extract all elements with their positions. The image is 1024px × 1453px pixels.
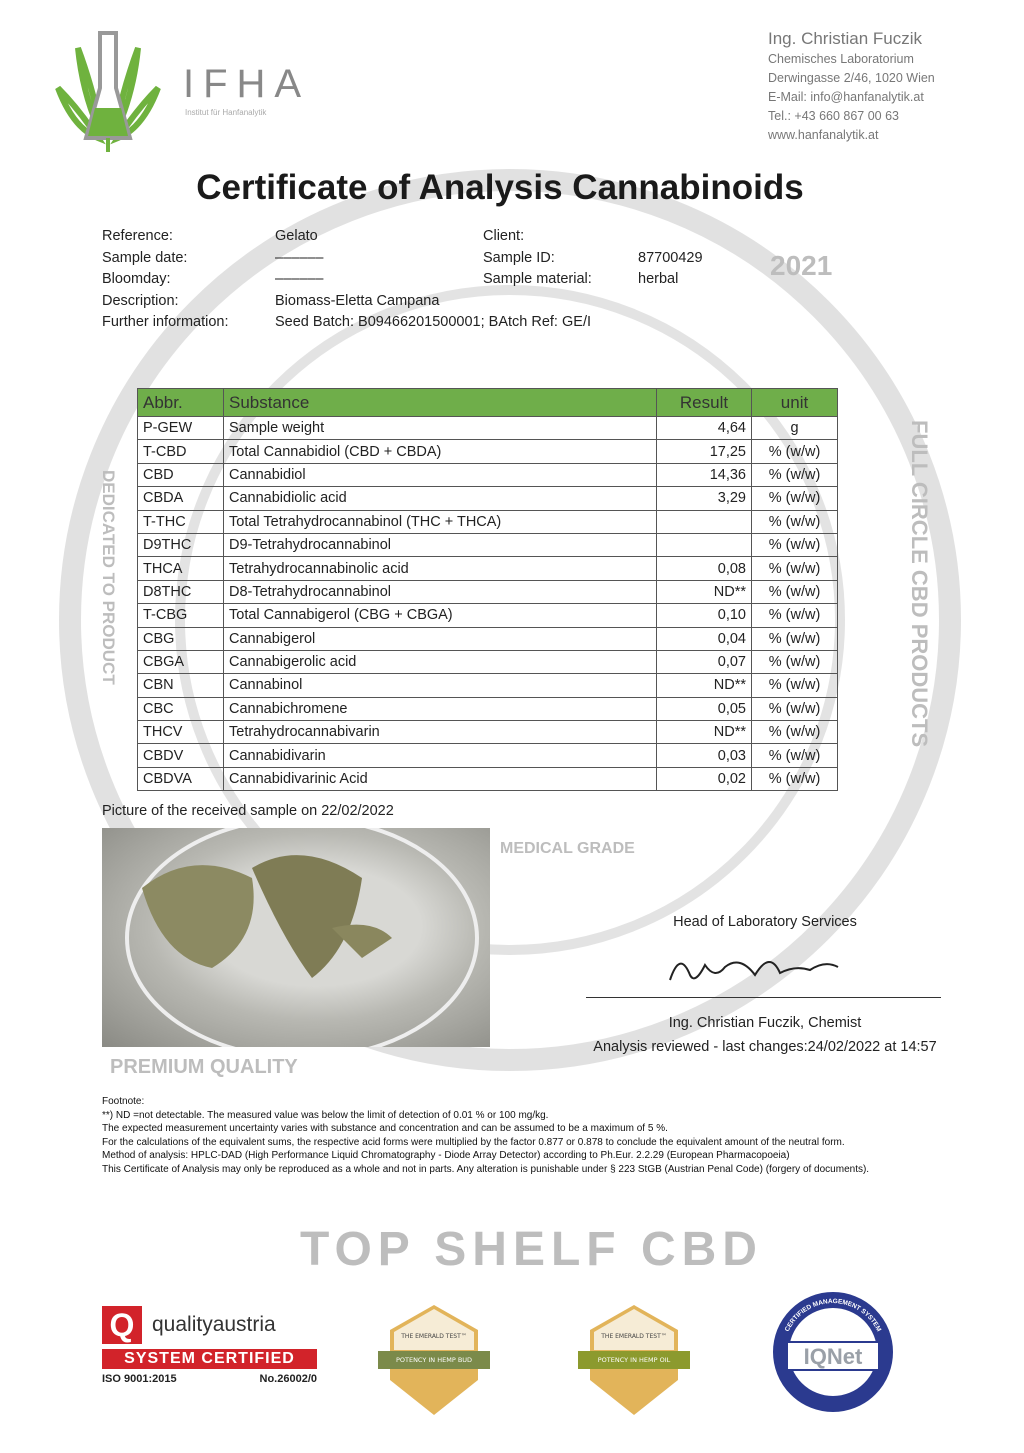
page-title: Certificate of Analysis Cannabinoids	[196, 168, 804, 207]
table-row	[138, 487, 838, 510]
cell-substance: Cannabichromene	[224, 697, 657, 720]
sample-bud-image	[102, 828, 490, 1047]
emerald2-band: POTENCY IN HEMP OIL	[597, 1356, 671, 1364]
cell-substance: Cannabigerol	[224, 627, 657, 650]
cell-abbr: P-GEW	[138, 417, 224, 440]
reference-value: Gelato	[275, 228, 318, 244]
description-label: Description:	[102, 292, 179, 309]
cell-result: ND**	[657, 580, 752, 603]
emerald-test-oil-badge	[578, 1305, 690, 1415]
contact-lab: Chemisches Laboratorium	[768, 52, 914, 66]
table-row	[138, 510, 838, 533]
table-row	[138, 580, 838, 603]
table-row	[138, 697, 838, 720]
cell-result: 3,29	[657, 487, 752, 510]
cell-substance: Tetrahydrocannabinolic acid	[224, 557, 657, 580]
logo-subtitle: Institut für Hanfanalytik	[185, 108, 267, 117]
cell-unit: % (w/w)	[752, 627, 838, 650]
further-info-value: Seed Batch: B09466201500001; BAtch Ref: GE/I	[275, 314, 591, 330]
cell-result: 0,10	[657, 604, 752, 627]
cell-unit: % (w/w)	[752, 697, 838, 720]
bloomday-value: ––––––	[275, 271, 324, 287]
cell-abbr: T-THC	[138, 510, 224, 533]
header-unit: unit	[752, 389, 838, 417]
watermark-quality-text: PREMIUM QUALITY	[110, 1056, 298, 1078]
table-row	[138, 721, 838, 744]
sample-date-label: Sample date:	[102, 249, 188, 266]
quality-austria-badge	[102, 1306, 317, 1385]
cell-abbr: CBGA	[138, 650, 224, 673]
cell-substance: Cannabidivarin	[224, 744, 657, 767]
cell-substance: D8-Tetrahydrocannabinol	[224, 580, 657, 603]
picture-caption: Picture of the received sample on 22/02/2022	[102, 803, 394, 819]
cell-substance: Cannabidivarinic Acid	[224, 767, 657, 790]
cell-unit: g	[752, 417, 838, 440]
watermark-main-text: TOP SHELF CBD	[300, 1223, 763, 1276]
further-info-label: Further information:	[102, 314, 229, 330]
cell-abbr: T-CBG	[138, 604, 224, 627]
qa-iso: ISO 9001:2015	[102, 1373, 177, 1385]
iqnet-ring-textpath: CERTIFIED MANAGEMENT SYSTEM	[783, 1298, 883, 1333]
qa-q-icon: Q	[102, 1306, 142, 1344]
cell-unit: % (w/w)	[752, 463, 838, 486]
header-abbr: Abbr.	[138, 389, 224, 417]
cell-substance: Cannabigerolic acid	[224, 650, 657, 673]
cell-unit: % (w/w)	[752, 487, 838, 510]
cell-substance: Total Cannabidiol (CBD + CBDA)	[224, 440, 657, 463]
client-values	[638, 226, 703, 291]
table-row	[138, 674, 838, 697]
cell-abbr: CBDVA	[138, 767, 224, 790]
cell-result: 0,08	[657, 557, 752, 580]
signature-role: Head of Laboratory Services	[673, 914, 857, 930]
footnote-line: The expected measurement uncertainty varies with substance and concentration and can be assumed to be a maximum of 5 %.	[102, 1123, 668, 1134]
qa-number: No.26002/0	[259, 1373, 317, 1385]
cell-abbr: D8THC	[138, 580, 224, 603]
table-row	[138, 767, 838, 790]
cell-substance: Cannabidiol	[224, 463, 657, 486]
cell-substance: Cannabidiolic acid	[224, 487, 657, 510]
cell-result: ND**	[657, 674, 752, 697]
footnote-line: Method of analysis: HPLC-DAD (High Performance Liquid Chromatography - Diode Array Detector) according to Ph.Eur. 2.2.29 (European Pharmacopoeia)	[102, 1150, 790, 1161]
emerald1-band: POTENCY IN HEMP BUD	[395, 1356, 473, 1364]
sample-id-value: 87700429	[638, 249, 703, 266]
footnote-line: This Certificate of Analysis may only be reproduced as a whole and not in parts. Any alteration is punishable under § 223 StGB (Austrian Penal Code) (forgery of documents).	[102, 1163, 870, 1175]
cell-result: 0,05	[657, 697, 752, 720]
qa-system-certified: SYSTEM CERTIFIED	[102, 1349, 317, 1369]
cell-result	[657, 510, 752, 533]
cell-unit: % (w/w)	[752, 721, 838, 744]
cell-unit: % (w/w)	[752, 510, 838, 533]
signature-image	[660, 945, 850, 995]
footnote-title: Footnote:	[102, 1096, 145, 1107]
watermark-dedicated-text: DEDICATED TO PRODUCT	[99, 470, 118, 685]
cell-unit: % (w/w)	[752, 650, 838, 673]
cell-result: 14,36	[657, 463, 752, 486]
watermark-circle-text: FULL CIRCLE CBD PRODUCTS	[907, 420, 932, 748]
emerald2-title: THE EMERALD TEST™	[601, 1333, 667, 1340]
cell-abbr: CBDV	[138, 744, 224, 767]
cell-result: 0,07	[657, 650, 752, 673]
cell-substance: Cannabinol	[224, 674, 657, 697]
client-labels	[483, 226, 592, 291]
sample-id-label: Sample ID:	[483, 249, 555, 266]
description-value: Biomass-Eletta Campana	[275, 292, 440, 309]
signature-name: Ing. Christian Fuczik, Chemist	[668, 1015, 862, 1031]
cell-result: ND**	[657, 721, 752, 744]
cell-unit: % (w/w)	[752, 580, 838, 603]
emerald-test-bud-badge	[378, 1305, 490, 1415]
cell-abbr: CBN	[138, 674, 224, 697]
reference-label: Reference:	[102, 228, 173, 244]
contact-block	[768, 28, 935, 145]
contact-web: www.hanfanalytik.at	[768, 128, 879, 142]
cell-unit: % (w/w)	[752, 674, 838, 697]
table-row	[138, 463, 838, 486]
contact-phone: Tel.: +43 660 867 00 63	[768, 109, 900, 123]
table-row	[138, 650, 838, 673]
client-value	[638, 226, 703, 248]
cell-result: 4,64	[657, 417, 752, 440]
emerald1-title: THE EMERALD TEST™	[401, 1333, 467, 1340]
cell-result: 0,02	[657, 767, 752, 790]
iqnet-ring-icon	[773, 1292, 893, 1412]
contact-name: Ing. Christian Fuczik	[768, 29, 922, 48]
cell-substance: Tetrahydrocannabivarin	[224, 721, 657, 744]
cell-unit: % (w/w)	[752, 557, 838, 580]
cell-result: 17,25	[657, 440, 752, 463]
sample-material-value: herbal	[638, 271, 679, 287]
results-table	[137, 388, 838, 791]
cell-abbr: D9THC	[138, 533, 224, 556]
table-row	[138, 744, 838, 767]
bloomday-label: Bloomday:	[102, 271, 171, 287]
table-row	[138, 604, 838, 627]
ifha-logo-icon	[38, 28, 178, 153]
sample-date-value: ––––––	[275, 249, 324, 266]
cell-abbr: CBD	[138, 463, 224, 486]
watermark-year: 2021	[770, 250, 833, 281]
table-row	[138, 417, 838, 440]
cell-abbr: THCA	[138, 557, 224, 580]
review-date: Analysis reviewed - last changes:24/02/2022 at 14:57	[593, 1039, 937, 1055]
logo-name: IFHA	[183, 62, 311, 106]
client-label: Client:	[483, 228, 525, 244]
cell-abbr: T-CBD	[138, 440, 224, 463]
cell-abbr: CBDA	[138, 487, 224, 510]
cell-abbr: CBG	[138, 627, 224, 650]
cell-unit: % (w/w)	[752, 604, 838, 627]
table-row	[138, 440, 838, 463]
cell-unit: % (w/w)	[752, 533, 838, 556]
iqnet-badge	[773, 1292, 893, 1412]
contact-address: Derwingasse 2/46, 1020 Wien	[768, 71, 935, 85]
table-row	[138, 627, 838, 650]
cell-result: 0,03	[657, 744, 752, 767]
cell-substance: Sample weight	[224, 417, 657, 440]
cell-unit: % (w/w)	[752, 767, 838, 790]
table-row	[138, 533, 838, 556]
info-labels	[102, 226, 229, 334]
sample-photo	[102, 828, 490, 1047]
iqnet-text: IQNet	[803, 1344, 863, 1369]
cell-substance: Total Cannabigerol (CBG + CBGA)	[224, 604, 657, 627]
cell-abbr: THCV	[138, 721, 224, 744]
footnote	[102, 1095, 972, 1176]
header-result: Result	[657, 389, 752, 417]
qa-brand: qualityaustria	[152, 1313, 276, 1336]
cell-result	[657, 533, 752, 556]
table-row	[138, 557, 838, 580]
cell-unit: % (w/w)	[752, 744, 838, 767]
cell-unit: % (w/w)	[752, 440, 838, 463]
cell-abbr: CBC	[138, 697, 224, 720]
cell-result: 0,04	[657, 627, 752, 650]
sample-material-label: Sample material:	[483, 271, 592, 287]
cell-substance: Total Tetrahydrocannabinol (THC + THCA)	[224, 510, 657, 533]
cell-substance: D9-Tetrahydrocannabinol	[224, 533, 657, 556]
table-header-row	[138, 389, 838, 417]
contact-email: E-Mail: info@hanfanalytik.at	[768, 90, 924, 104]
footnote-line: For the calculations of the equivalent sums, the respective acid forms were multiplied by the factor 0.877 or 0.878 to conclude the equivalent amount of the neutral form.	[102, 1136, 845, 1148]
watermark-grade-text: MEDICAL GRADE	[500, 840, 635, 857]
signature-line	[586, 997, 941, 998]
footnote-line: **) ND =not detectable. The measured value was below the limit of detection of 0.01 % or 100 mg/kg.	[102, 1109, 549, 1121]
header-substance: Substance	[224, 389, 657, 417]
